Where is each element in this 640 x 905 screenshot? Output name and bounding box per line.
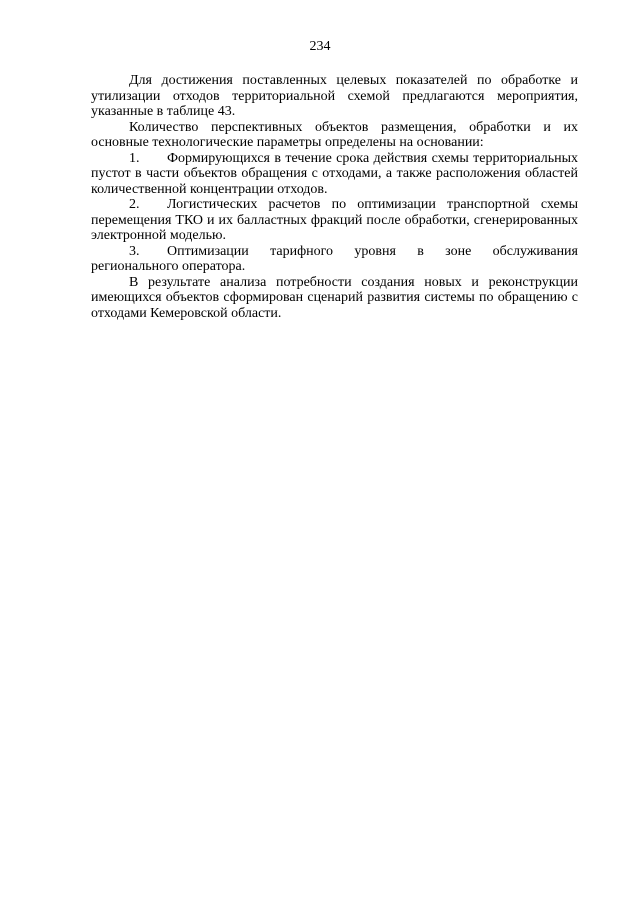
paragraph-intro: Для достижения поставленных целевых показателей по обработке и утилизации отходов территориальной схемой предлагаются мероприятия, указанные в таблице 43. bbox=[91, 73, 578, 119]
list-item bbox=[91, 197, 578, 244]
list-item-text: Оптимизации тарифного уровня в зоне обслуживания регионального оператора. bbox=[91, 243, 578, 274]
list-item bbox=[91, 151, 578, 198]
list-item bbox=[91, 244, 578, 275]
list-item-number: 3. bbox=[129, 243, 140, 259]
document-body bbox=[91, 73, 578, 321]
paragraph-conclusion: В результате анализа потребности создания новых и реконструкции имеющихся объектов сформирован сценарий развития системы по обращению с отходами Кемеровской области. bbox=[91, 274, 578, 321]
paragraph-basis: Количество перспективных объектов размещения, обработки и их основные технологические параметры определены на основании: bbox=[91, 119, 578, 150]
list-item-number: 2. bbox=[129, 197, 140, 212]
list-item-text: Формирующихся в течение срока действия схемы территориальных пустот в части объектов обращения с отходами, а также расположения областей количественной концентрации отходов. bbox=[91, 150, 578, 197]
page-number: 234 bbox=[309, 39, 331, 54]
list-item-text: Логистических расчетов по оптимизации транспортной схемы перемещения ТКО и их балластных фракций после обработки, сгенерированных электронной моделью. bbox=[91, 197, 578, 243]
list-item-number: 1. bbox=[129, 150, 140, 166]
